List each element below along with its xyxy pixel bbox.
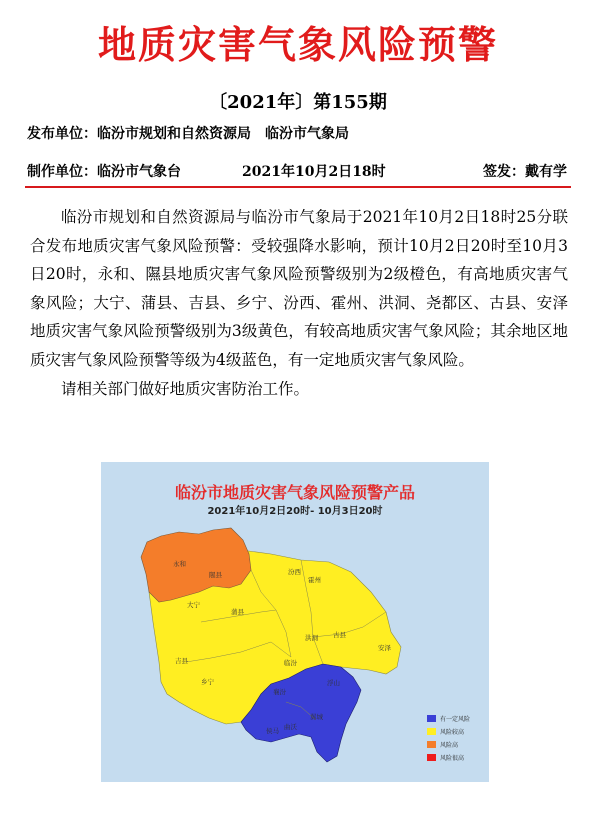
producer-row [27, 161, 567, 181]
legend-swatch-blue [427, 715, 436, 722]
issue-number: 〔2021年〕第155期 [209, 92, 387, 113]
label-yonghe: 永和 [173, 560, 186, 568]
label-xiangning: 乡宁 [201, 678, 214, 686]
document-body [30, 203, 568, 403]
paragraph-forecast: 临汾市规划和自然资源局与临汾市气象局于2021年10月2日18时25分联合发布地质灾害气象风险预警：受较强降水影响，预计10月2日20时至10月3日20时，永和、隰县地质灾害气象风险预警级别为2级橙色，有高地质灾害气象风险；大宁、蒲县、吉县、乡宁、汾西、霍州、洪洞、尧都区、古县、安泽地质灾害气象风险预警级别为3级黄色，有较高地质灾害气象风险；其余地区地质灾害气象风险预警等级为4级蓝色，有一定地质灾害气象风险。 [30, 208, 568, 369]
label-linfen: 临汾 [284, 659, 297, 667]
legend-item-yellow [427, 725, 479, 738]
legend-label-yellow: 风险较高 [440, 729, 465, 736]
producer-line: 制作单位：临汾市气象台 [27, 164, 181, 180]
label-fenxi: 汾西 [288, 568, 301, 576]
label-anze: 安泽 [378, 644, 391, 652]
publisher-line: 发布单位：临汾市规划和自然资源局 临汾市气象局 [27, 126, 349, 142]
legend-item-blue [427, 712, 479, 725]
label-puxian: 蒲县 [231, 608, 244, 616]
label-xixian: 隰县 [209, 571, 222, 579]
legend-item-orange [427, 738, 479, 751]
legend-label-orange: 风险高 [440, 742, 459, 749]
label-yicheng: 翼城 [310, 713, 323, 721]
label-daning: 大宁 [187, 601, 200, 609]
risk-map-panel [101, 462, 489, 782]
header-divider [25, 186, 571, 188]
label-jixian: 吉县 [175, 657, 188, 665]
map-subtitle: 2021年10月2日20时- 10月3日20时 [207, 506, 383, 517]
map-title: 临汾市地质灾害气象风险预警产品 [174, 483, 415, 502]
label-fushan: 浮山 [327, 679, 340, 687]
document-title: 地质灾害气象风险预警 [97, 22, 498, 67]
label-quwo: 曲沃 [284, 723, 297, 731]
signer: 签发：戴有学 [483, 164, 567, 180]
legend-item-red [427, 751, 479, 764]
legend-swatch-orange [427, 741, 436, 748]
label-hongdong: 洪洞 [305, 634, 318, 642]
legend-label-blue: 有一定风险 [440, 716, 471, 723]
legend-swatch-red [427, 754, 436, 761]
paragraph-advice: 请相关部门做好地质灾害防治工作。 [61, 379, 310, 398]
legend-label-red: 风险很高 [440, 755, 465, 762]
issue-date: 2021年10月2日18时 [242, 164, 386, 180]
label-houma: 侯马 [266, 727, 279, 735]
label-huozhou: 霍州 [308, 576, 321, 584]
label-guxian: 古县 [333, 631, 346, 639]
legend-swatch-yellow [427, 728, 436, 735]
map-legend [427, 712, 479, 764]
label-xiangfen: 襄汾 [273, 688, 286, 696]
